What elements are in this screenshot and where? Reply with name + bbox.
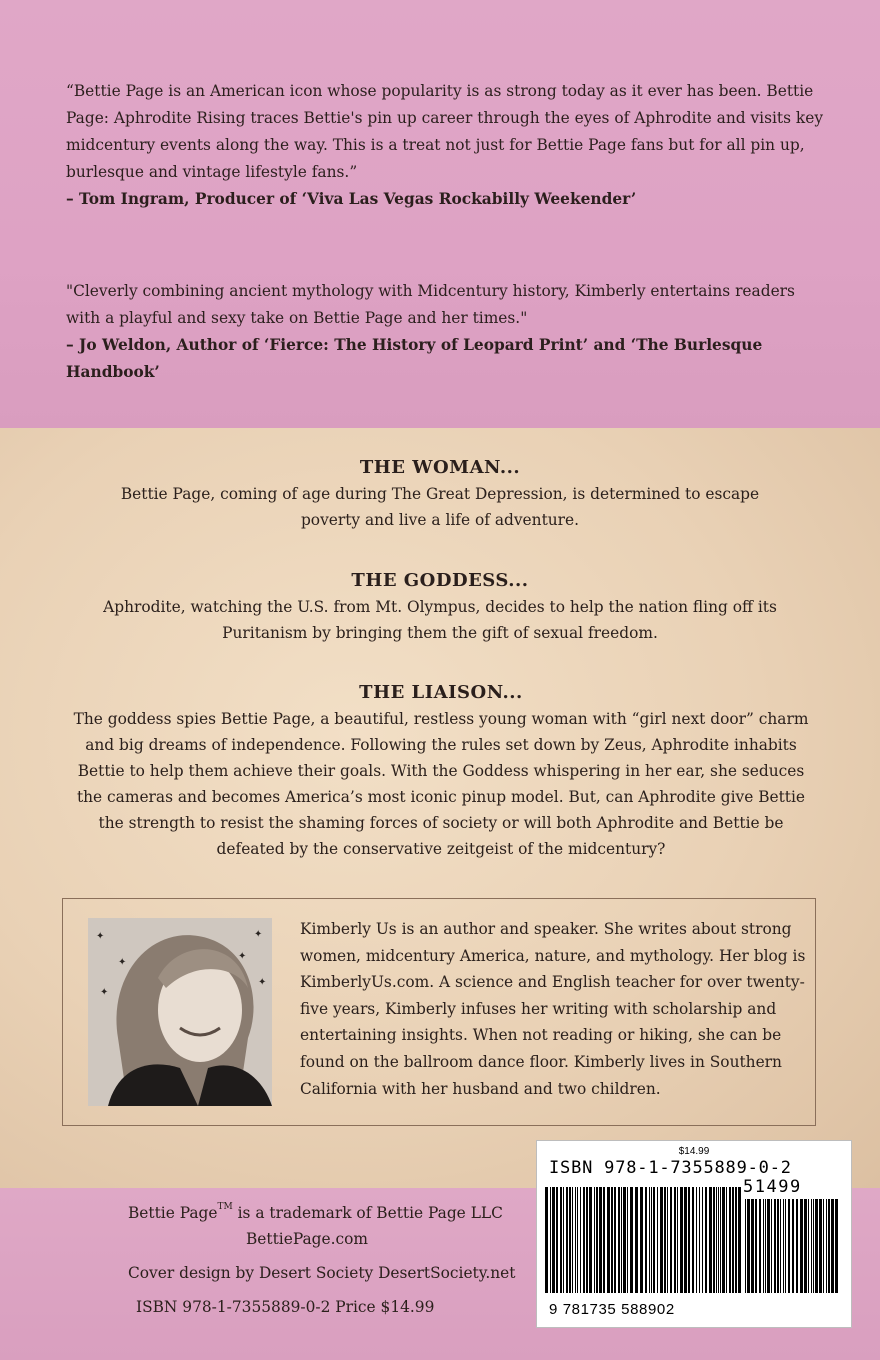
- barcode-addon-number: 51499: [743, 1177, 802, 1197]
- isbn-barcode: [536, 1140, 852, 1328]
- quote-attribution: – Tom Ingram, Producer of ‘Viva Las Vegas Rockabilly Weekender’: [66, 190, 637, 208]
- section-goddess: [80, 568, 800, 646]
- section-heading: THE GODDESS...: [351, 570, 529, 591]
- cover-design-credit: Cover design by Desert Society DesertSociety.net: [128, 1264, 516, 1282]
- section-woman: [80, 455, 800, 533]
- barcode-price: $14.99: [678, 1146, 710, 1157]
- section-liaison: [66, 680, 816, 862]
- quote-text: "Cleverly combining ancient mythology with Midcentury history, Kimberly entertains readers with a playful and sexy take on Bettie Page and her times.": [66, 282, 795, 327]
- trademark-text: is a trademark of Bettie Page LLC: [232, 1204, 503, 1222]
- barcode-digits: 9 781735 588902: [549, 1301, 675, 1318]
- quote-attribution: – Jo Weldon, Author of ‘Fierce: The History of Leopard Print’ and ‘The Burlesque Handbook’: [66, 336, 763, 381]
- trademark-symbol: TM: [217, 1202, 233, 1212]
- section-heading: THE LIAISON...: [359, 682, 523, 703]
- author-bio-text: Kimberly Us is an author and speaker. She writes about strong women, midcentury America, nature, and mythology. Her blog is KimberlyUs.com. A science and English teacher for over twenty-five years, Kimberly infuses her writing with scholarship and entertaining insights. When not reading or hiking, she can be found on the ballroom dance floor. Kimberly lives in Southern California with her husband and two children.: [300, 920, 806, 1098]
- quote-weldon: [66, 278, 826, 386]
- author-photo: ✦ ✦ ✦ ✦ ✦ ✦: [88, 918, 272, 1106]
- addon-barcode-bars: [745, 1199, 841, 1293]
- section-body: The goddess spies Bettie Page, a beautiful, restless young woman with “girl next door” charm and big dreams of independence. Following the rules set down by Zeus, Aphrodite inhabits Bettie to help them achieve their goals. With the Goddess whispering in her ear, she seduces the cameras and becomes America’s most iconic pinup model. But, can Aphrodite give Bettie the strength to resist the shaming forces of society or will both Aphrodite and Bettie be defeated by the conservative zeitgeist of the midcentury?: [73, 710, 809, 858]
- quote-ingram: [66, 78, 826, 213]
- section-heading: THE WOMAN...: [359, 457, 521, 478]
- bettiepage-website: BettiePage.com: [246, 1230, 368, 1248]
- quote-text: “Bettie Page is an American icon whose popularity is as strong today as it ever has been. Bettie Page: Aphrodite Rising traces Bettie's pin up career through the eyes of Aphrodite and visits key midcentury events along the way. This is a treat not just for Bettie Page fans but for all pin up, burlesque and vintage lifestyle fans.”: [66, 82, 824, 181]
- section-body: Bettie Page, coming of age during The Great Depression, is determined to escape poverty and live a life of adventure.: [120, 485, 760, 529]
- section-body: Aphrodite, watching the U.S. from Mt. Olympus, decides to help the nation fling off its Puritanism by bringing them the gift of sexual freedom.: [103, 598, 777, 642]
- author-portrait-graphic: [88, 918, 272, 1106]
- trademark-name: Bettie Page: [128, 1204, 218, 1222]
- isbn-price-line: ISBN 978-1-7355889-0-2 Price $14.99: [136, 1298, 435, 1316]
- barcode-isbn: ISBN 978-1-7355889-0-2: [549, 1158, 792, 1178]
- ean-barcode-bars: [545, 1187, 741, 1293]
- trademark-line: [128, 1204, 503, 1222]
